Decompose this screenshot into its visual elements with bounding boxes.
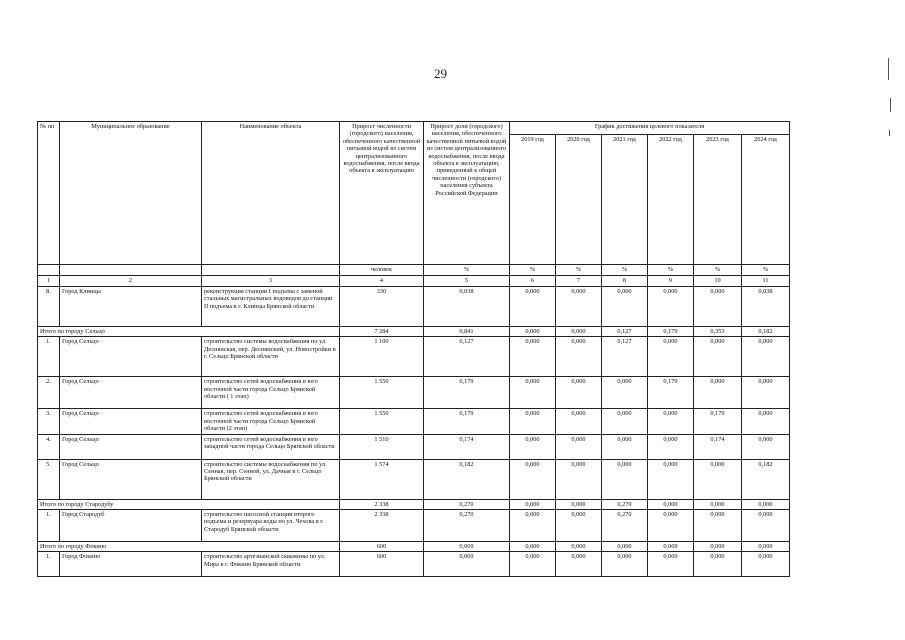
value-cell: 0,000 — [602, 377, 648, 409]
value-cell: 0,000 — [510, 459, 556, 499]
value-cell: 330 — [340, 287, 424, 327]
unit-cell: % — [424, 265, 510, 276]
municipality-cell: Город Сельцо — [60, 377, 202, 409]
value-cell: 0,000 — [556, 377, 602, 409]
value-cell: 0,000 — [742, 337, 790, 377]
value-cell: 0,000 — [510, 499, 556, 509]
column-number: 7 — [556, 276, 602, 287]
municipality-cell: Город Сельцо — [60, 337, 202, 377]
value-cell: 0,270 — [602, 499, 648, 509]
scan-mark — [889, 130, 890, 136]
value-cell: 0,000 — [694, 510, 742, 542]
value-cell: 0,174 — [694, 434, 742, 459]
value-cell: 0,270 — [602, 510, 648, 542]
row-number: 2. — [38, 377, 60, 409]
header-municipality: Муниципальное образование — [60, 122, 202, 265]
header-object: Наименование объекта — [202, 122, 340, 265]
value-cell: 0,841 — [424, 327, 510, 337]
value-cell: 0,270 — [424, 499, 510, 509]
municipality-cell: Город Сельцо — [60, 409, 202, 434]
row-number: 4. — [38, 434, 60, 459]
column-number: 4 — [340, 276, 424, 287]
value-cell: 0,000 — [510, 510, 556, 542]
table-row — [38, 552, 790, 577]
value-cell: 0,000 — [510, 409, 556, 434]
header-row — [38, 122, 790, 135]
total-label: Итого по городу Сельцо — [38, 327, 340, 337]
value-cell: 0,000 — [742, 434, 790, 459]
municipality-cell: Город Фокино — [60, 552, 202, 577]
value-cell: 0,000 — [694, 499, 742, 509]
column-number: 11 — [742, 276, 790, 287]
row-number: 5. — [38, 459, 60, 499]
value-cell: 0,038 — [424, 287, 510, 327]
value-cell: 0,069 — [424, 542, 510, 552]
value-cell: 600 — [340, 542, 424, 552]
header-num: № пп — [38, 122, 60, 265]
table-row — [38, 434, 790, 459]
municipality-cell: Город Сельцо — [60, 459, 202, 499]
value-cell: 0,000 — [556, 459, 602, 499]
column-number: 10 — [694, 276, 742, 287]
value-cell: 0,038 — [742, 287, 790, 327]
water-supply-table — [37, 121, 790, 577]
value-cell: 0,000 — [510, 287, 556, 327]
unit-cell: % — [602, 265, 648, 276]
value-cell: 0,000 — [510, 434, 556, 459]
value-cell: 0,000 — [602, 542, 648, 552]
value-cell: 0,000 — [648, 434, 694, 459]
value-cell: 0,000 — [556, 552, 602, 577]
header-schedule: График достижения целевого показателя — [510, 122, 790, 135]
header-year: 2022 год — [648, 135, 694, 265]
value-cell: 0,000 — [742, 552, 790, 577]
value-cell: 0,000 — [742, 499, 790, 509]
value-cell: 0,000 — [510, 377, 556, 409]
unit-cell: % — [694, 265, 742, 276]
object-cell: строительство насосной станции второго подъема и резервуара воды по ул. Чехова в г. Стародуб Брянской области — [202, 510, 340, 542]
value-cell: 0,000 — [648, 499, 694, 509]
municipality-cell: Город Сельцо — [60, 434, 202, 459]
value-cell: 0,000 — [742, 542, 790, 552]
column-number: 6 — [510, 276, 556, 287]
value-cell: 1 550 — [340, 377, 424, 409]
total-label: Итого по городу Стародубу — [38, 499, 340, 509]
value-cell: 0,000 — [694, 542, 742, 552]
value-cell: 0,000 — [648, 409, 694, 434]
row-number: 1. — [38, 510, 60, 542]
value-cell: 1 510 — [340, 434, 424, 459]
value-cell: 0,000 — [602, 409, 648, 434]
header-year: 2023 год — [694, 135, 742, 265]
units-row — [38, 265, 790, 276]
column-number: 8 — [602, 276, 648, 287]
header-year: 2021 год — [602, 135, 648, 265]
value-cell: 1 550 — [340, 409, 424, 434]
value-cell: 0,000 — [556, 542, 602, 552]
column-number: 3 — [202, 276, 340, 287]
value-cell: 0,000 — [510, 327, 556, 337]
column-numbers-row — [38, 276, 790, 287]
value-cell: 0,179 — [694, 409, 742, 434]
unit-cell: % — [510, 265, 556, 276]
object-cell: строительство сетей водоснабжения в юго восточной части города Сельцо Брянской области ( 1 этап) — [202, 377, 340, 409]
header-year: 2019 год — [510, 135, 556, 265]
unit-cell: % — [648, 265, 694, 276]
value-cell: 0,000 — [694, 377, 742, 409]
column-number: 1 — [38, 276, 60, 287]
object-cell: строительство артезианской скважины по ул. Мира в г. Фокино Брянской области — [202, 552, 340, 577]
object-cell: строительство системы водоснабжения по ул. Сенная, пер. Сенной, ул. Дачная в г. Сельцо Брянской области — [202, 459, 340, 499]
total-row — [38, 542, 790, 552]
value-cell: 0,000 — [648, 510, 694, 542]
value-cell: 0,000 — [602, 434, 648, 459]
value-cell: 0,000 — [694, 337, 742, 377]
value-cell: 0,182 — [742, 459, 790, 499]
value-cell: 0,069 — [424, 552, 510, 577]
column-number: 2 — [60, 276, 202, 287]
value-cell: 0,270 — [424, 510, 510, 542]
object-cell: реконструкция станции I подъема с заменой стальных магистральных водоводов до станции II подъема в г. Клинцы Брянской области — [202, 287, 340, 327]
value-cell: 2 338 — [340, 510, 424, 542]
value-cell: 600 — [340, 552, 424, 577]
municipality-cell: Город Клинцы — [60, 287, 202, 327]
value-cell: 0,000 — [742, 377, 790, 409]
value-cell: 0,000 — [510, 552, 556, 577]
table-row — [38, 459, 790, 499]
value-cell: 0,179 — [648, 327, 694, 337]
value-cell: 0,127 — [424, 337, 510, 377]
object-cell: строительство сетей водоснабжения в юго восточной части города Сельцо Брянской области (2 этап) — [202, 409, 340, 434]
value-cell: 0,179 — [424, 409, 510, 434]
value-cell: 0,127 — [602, 337, 648, 377]
header-growth-count: Прирост численности (городского) населения, обеспеченного качественной питьевой водой из систем централизованного водоснабжения, после ввода объекта в эксплуатацию — [340, 122, 424, 265]
row-number: 1. — [38, 552, 60, 577]
value-cell: 0,000 — [602, 552, 648, 577]
table-row — [38, 377, 790, 409]
value-cell: 0,127 — [602, 327, 648, 337]
row-number: 8. — [38, 287, 60, 327]
value-cell: 1 100 — [340, 337, 424, 377]
value-cell: 1 574 — [340, 459, 424, 499]
table-row — [38, 510, 790, 542]
value-cell: 0,000 — [556, 434, 602, 459]
value-cell: 0,000 — [556, 409, 602, 434]
value-cell: 0,179 — [424, 377, 510, 409]
value-cell: 0,000 — [648, 287, 694, 327]
municipality-cell: Город Стародуб — [60, 510, 202, 542]
value-cell: 0,000 — [510, 542, 556, 552]
value-cell: 0,069 — [648, 552, 694, 577]
page-number: 29 — [434, 66, 447, 81]
scan-mark — [888, 58, 889, 80]
header-year: 2020 год — [556, 135, 602, 265]
value-cell: 0,069 — [648, 542, 694, 552]
value-cell: 0,000 — [602, 459, 648, 499]
table-row — [38, 409, 790, 434]
value-cell: 0,000 — [648, 459, 694, 499]
value-cell: 0,000 — [510, 337, 556, 377]
value-cell: 0,182 — [742, 327, 790, 337]
row-number: 1. — [38, 337, 60, 377]
value-cell: 0,000 — [602, 287, 648, 327]
value-cell: 0,000 — [556, 327, 602, 337]
unit-cell: % — [742, 265, 790, 276]
scan-mark — [890, 98, 891, 112]
total-label: Итого по городу Фокино — [38, 542, 340, 552]
value-cell: 2 338 — [340, 499, 424, 509]
total-row — [38, 499, 790, 509]
object-cell: строительство системы водоснабжения по ул. Деснянская, пер. Деснянский, ул. Новостройки в г. Сельцо Брянской области — [202, 337, 340, 377]
value-cell: 0,000 — [556, 287, 602, 327]
value-cell: 0,000 — [694, 459, 742, 499]
value-cell: 0,000 — [694, 552, 742, 577]
column-number: 9 — [648, 276, 694, 287]
value-cell: 0,182 — [424, 459, 510, 499]
table-row — [38, 287, 790, 327]
value-cell: 0,353 — [694, 327, 742, 337]
unit-cell: человек — [340, 265, 424, 276]
header-year: 2024 год — [742, 135, 790, 265]
value-cell: 0,000 — [556, 499, 602, 509]
header-growth-share: Прирост доли (городского) населения, обеспеченного качественной питьевой водой из систем централизованного водоснабжения, после ввода объекта в эксплуатацию, приведенный к общей численности (городского) населения субъекта Российской Федерации — [424, 122, 510, 265]
value-cell: 0,000 — [742, 409, 790, 434]
value-cell: 0,000 — [556, 510, 602, 542]
value-cell: 7 284 — [340, 327, 424, 337]
value-cell: 0,000 — [694, 287, 742, 327]
table-row — [38, 337, 790, 377]
unit-cell: % — [556, 265, 602, 276]
column-number: 5 — [424, 276, 510, 287]
object-cell: строительство сетей водоснабжения в юго западной части города Сельцо Брянской области — [202, 434, 340, 459]
value-cell: 0,179 — [648, 377, 694, 409]
total-row — [38, 327, 790, 337]
value-cell: 0,000 — [648, 337, 694, 377]
row-number: 3. — [38, 409, 60, 434]
value-cell: 0,000 — [556, 337, 602, 377]
value-cell: 0,174 — [424, 434, 510, 459]
value-cell: 0,000 — [742, 510, 790, 542]
